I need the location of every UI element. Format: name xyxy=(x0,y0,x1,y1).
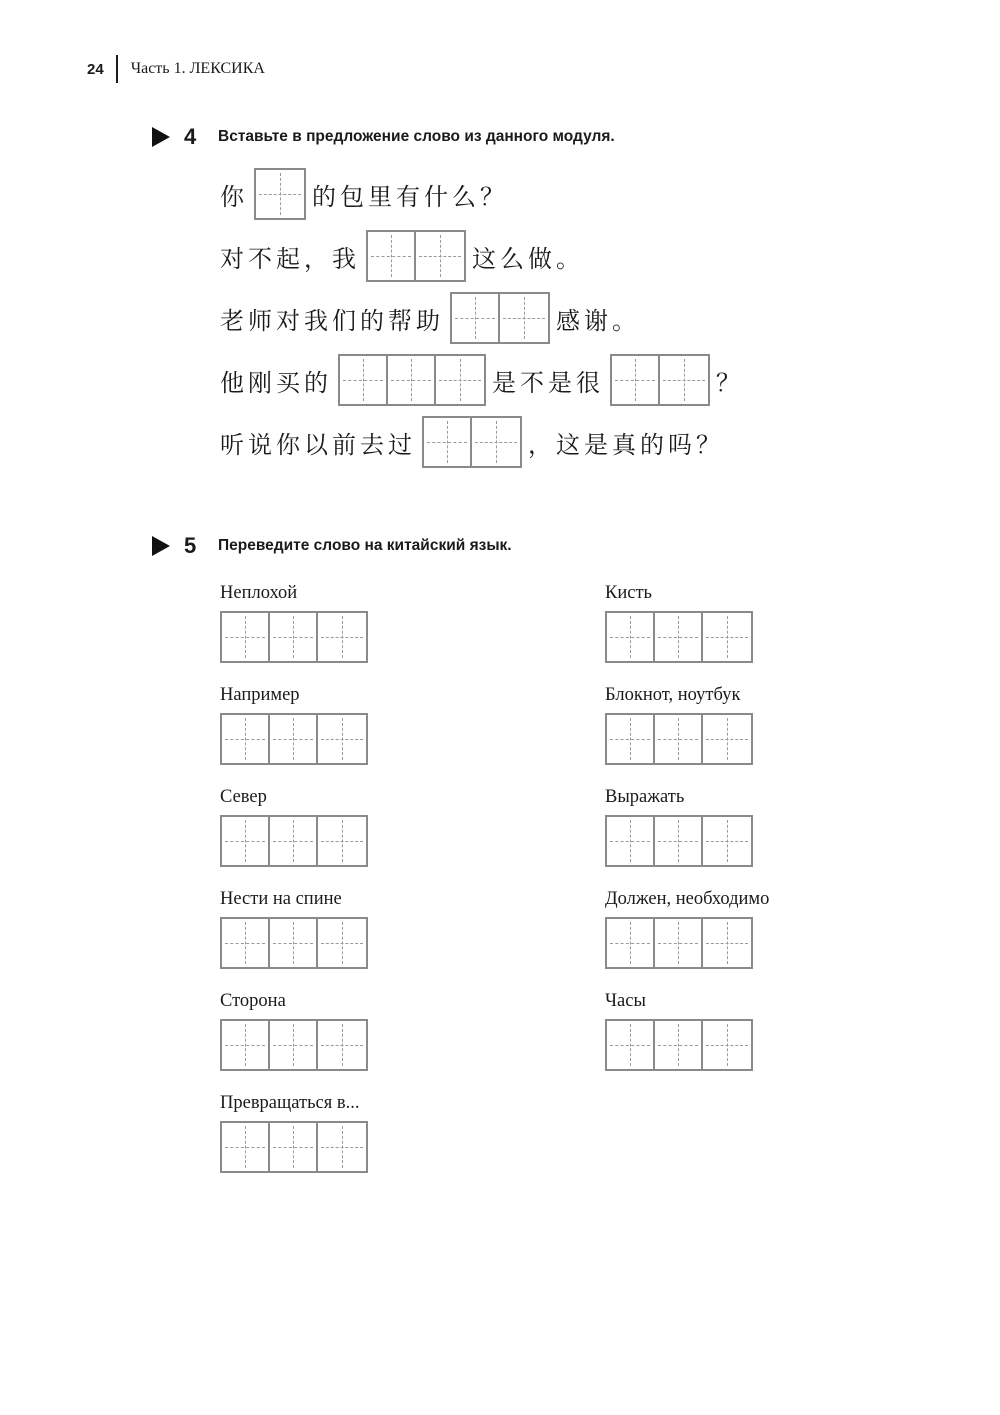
sentence-text: ？ xyxy=(716,368,744,397)
writing-cell[interactable] xyxy=(607,613,655,661)
writing-cell[interactable] xyxy=(424,418,472,466)
sentence-line xyxy=(220,416,744,468)
writing-cell[interactable] xyxy=(318,613,366,661)
exercise-number: 5 xyxy=(184,533,197,558)
writing-cell[interactable] xyxy=(222,1123,270,1171)
answer-box[interactable] xyxy=(605,1019,753,1071)
answer-box[interactable] xyxy=(605,713,753,765)
header-divider xyxy=(116,55,118,83)
word-label: Выражать xyxy=(605,787,685,807)
sentence-text: 这么做。 xyxy=(472,244,584,273)
sentence-text: 是不是很 xyxy=(492,368,604,397)
exercise-instruction: Вставьте в предложение слово из данного модуля. xyxy=(218,128,615,145)
triangle-arrow-icon xyxy=(152,127,170,147)
answer-box[interactable] xyxy=(605,815,753,867)
answer-box[interactable] xyxy=(254,168,306,220)
writing-cell[interactable] xyxy=(612,356,660,404)
writing-cell[interactable] xyxy=(703,613,751,661)
word-label: Север xyxy=(220,787,267,807)
word-label: Неплохой xyxy=(220,583,298,603)
word-label: Блокнот, ноутбук xyxy=(605,685,741,705)
writing-cell[interactable] xyxy=(472,418,520,466)
writing-cell[interactable] xyxy=(655,1021,703,1069)
writing-cell[interactable] xyxy=(607,1021,655,1069)
writing-cell[interactable] xyxy=(340,356,388,404)
writing-cell[interactable] xyxy=(500,294,548,342)
sentence-text: 他刚买的 xyxy=(220,368,332,397)
word-label: Превращаться в... xyxy=(220,1093,360,1113)
exercise-5-left-column xyxy=(220,581,374,1193)
writing-cell[interactable] xyxy=(703,817,751,865)
writing-cell[interactable] xyxy=(256,170,304,218)
translate-item xyxy=(605,581,769,683)
writing-cell[interactable] xyxy=(703,919,751,967)
exercise-5-right-column xyxy=(605,581,769,1091)
translate-item xyxy=(605,989,769,1091)
writing-cell[interactable] xyxy=(318,715,366,763)
writing-cell[interactable] xyxy=(703,715,751,763)
writing-cell[interactable] xyxy=(270,715,318,763)
writing-cell[interactable] xyxy=(416,232,464,280)
sentence-text: 的包里有什么？ xyxy=(312,182,508,211)
writing-cell[interactable] xyxy=(388,356,436,404)
answer-box[interactable] xyxy=(338,354,486,406)
exercise-number: 4 xyxy=(184,124,197,149)
exercise-4-heading xyxy=(152,124,615,150)
word-label: Сторона xyxy=(220,991,286,1011)
answer-box[interactable] xyxy=(610,354,710,406)
translate-item xyxy=(220,785,374,887)
writing-cell[interactable] xyxy=(607,919,655,967)
writing-cell[interactable] xyxy=(368,232,416,280)
writing-cell[interactable] xyxy=(222,817,270,865)
translate-item xyxy=(605,683,769,785)
answer-box[interactable] xyxy=(220,815,368,867)
word-label: Часы xyxy=(605,991,646,1011)
answer-box[interactable] xyxy=(366,230,466,282)
writing-cell[interactable] xyxy=(318,817,366,865)
sentence-line xyxy=(220,168,744,220)
answer-box[interactable] xyxy=(220,611,368,663)
translate-item xyxy=(220,1091,374,1193)
writing-cell[interactable] xyxy=(270,1021,318,1069)
sentence-text: 老师对我们的帮助 xyxy=(220,306,444,335)
writing-cell[interactable] xyxy=(270,919,318,967)
answer-box[interactable] xyxy=(220,1121,368,1173)
running-title: Часть 1. ЛЕКСИКА xyxy=(130,60,265,77)
exercise-4-sentences xyxy=(220,168,744,478)
answer-box[interactable] xyxy=(450,292,550,344)
answer-box[interactable] xyxy=(220,1019,368,1071)
writing-cell[interactable] xyxy=(660,356,708,404)
answer-box[interactable] xyxy=(605,917,753,969)
sentence-text: ，这是真的吗？ xyxy=(528,430,724,459)
writing-cell[interactable] xyxy=(318,1021,366,1069)
writing-cell[interactable] xyxy=(222,919,270,967)
word-label: Нести на спине xyxy=(220,889,342,909)
answer-box[interactable] xyxy=(220,713,368,765)
sentence-text: 听说你以前去过 xyxy=(220,430,416,459)
writing-cell[interactable] xyxy=(655,613,703,661)
writing-cell[interactable] xyxy=(607,817,655,865)
writing-cell[interactable] xyxy=(270,613,318,661)
sentence-text: 对不起，我 xyxy=(220,244,360,273)
word-label: Кисть xyxy=(605,583,652,603)
writing-cell[interactable] xyxy=(222,715,270,763)
sentence-line xyxy=(220,230,744,282)
page-header xyxy=(87,55,265,83)
writing-cell[interactable] xyxy=(655,715,703,763)
writing-cell[interactable] xyxy=(270,817,318,865)
sentence-line xyxy=(220,354,744,406)
sentence-text: 你 xyxy=(220,182,248,211)
translate-item xyxy=(605,887,769,989)
translate-item xyxy=(220,887,374,989)
writing-cell[interactable] xyxy=(607,715,655,763)
sentence-line xyxy=(220,292,744,344)
writing-cell[interactable] xyxy=(270,1123,318,1171)
triangle-arrow-icon xyxy=(152,536,170,556)
answer-box[interactable] xyxy=(422,416,522,468)
sentence-text: 感谢。 xyxy=(556,306,640,335)
page-number: 24 xyxy=(87,60,104,78)
writing-cell[interactable] xyxy=(436,356,484,404)
answer-box[interactable] xyxy=(605,611,753,663)
writing-cell[interactable] xyxy=(222,613,270,661)
writing-cell[interactable] xyxy=(655,919,703,967)
writing-cell[interactable] xyxy=(318,919,366,967)
word-label: Должен, необходимо xyxy=(605,889,770,909)
answer-box[interactable] xyxy=(220,917,368,969)
writing-cell[interactable] xyxy=(222,1021,270,1069)
translate-item xyxy=(220,989,374,1091)
writing-cell[interactable] xyxy=(318,1123,366,1171)
translate-item xyxy=(220,683,374,785)
exercise-5-heading xyxy=(152,533,512,559)
writing-cell[interactable] xyxy=(452,294,500,342)
exercise-instruction: Переведите слово на китайский язык. xyxy=(218,537,512,554)
translate-item xyxy=(605,785,769,887)
writing-cell[interactable] xyxy=(655,817,703,865)
word-label: Например xyxy=(220,685,300,705)
translate-item xyxy=(220,581,374,683)
writing-cell[interactable] xyxy=(703,1021,751,1069)
